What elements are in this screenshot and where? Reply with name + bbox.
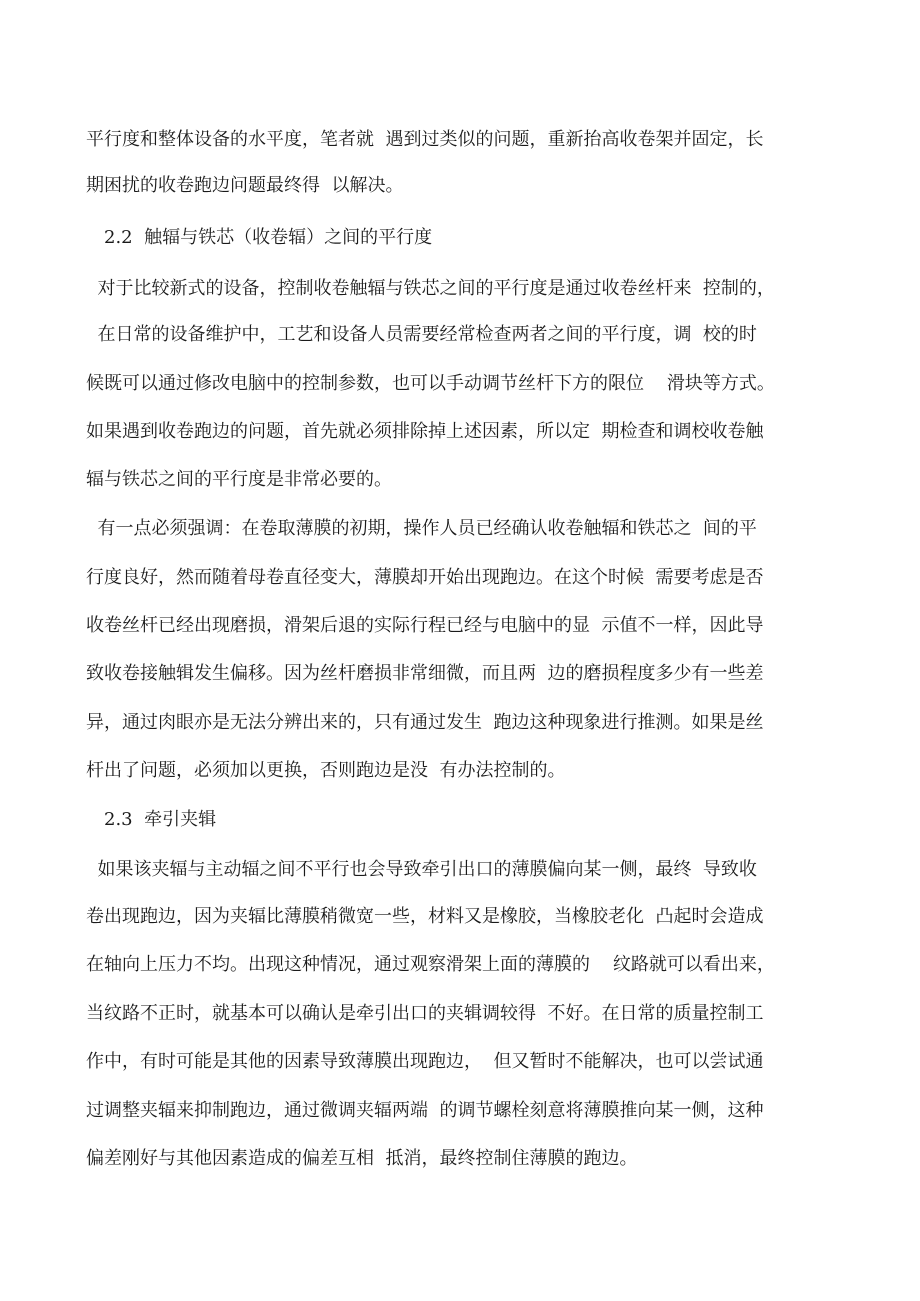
- text-line: 杆出了问题，必须加以更换，否则跑边是没 有办法控制的。: [86, 760, 566, 781]
- text-line: 异，通过肉眼亦是无法分辨出来的，只有通过发生 跑边这种现象进行推测。如果是丝: [86, 712, 764, 733]
- text-line: 如果该夹辐与主动辐之间不平行也会导致牵引出口的薄膜偏向某一侧，最终 导致收: [86, 859, 757, 880]
- text-line: 在轴向上压力不均。出现这种情况，通过观察滑架上面的薄膜的 纹路就可以看出来，: [86, 954, 775, 975]
- text-line: 对于比较新式的设备，控制收卷触辐与铁芯之间的平行度是通过收卷丝杆来 控制的，: [86, 278, 775, 299]
- text-line: 在日常的设备维护中，工艺和设备人员需要经常检查两者之间的平行度，调 校的时: [86, 324, 757, 345]
- text-line: 有一点必须强调：在卷取薄膜的初期，操作人员已经确认收卷触辐和铁芯之 间的平: [86, 518, 757, 539]
- text-line: 平行度和整体设备的水平度，笔者就 遇到过类似的问题，重新抬高收卷架并固定，长: [86, 129, 764, 150]
- text-line: 期困扰的收卷跑边问题最终得 以解决。: [86, 175, 404, 196]
- text-line: 行度良好，然而随着母卷直径变大，薄膜却开始出现跑边。在这个时候 需要考虑是否: [86, 567, 764, 588]
- text-line: 辐与铁芯之间的平行度是非常必要的。: [86, 469, 392, 490]
- text-line: 当纹路不正时，就基本可以确认是牵引出口的夹辑调较得 不好。在日常的质量控制工: [86, 1003, 764, 1024]
- text-line: 候既可以通过修改电脑中的控制参数，也可以手动调节丝杆下方的限位 滑块等方式。: [86, 373, 775, 394]
- text-line: 卷出现跑边，因为夹辐比薄膜稍微宽一些，材料又是橡胶，当橡胶老化 凸起时会造成: [86, 906, 764, 927]
- text-line: 过调整夹辐来抑制跑边，通过微调夹辐两端 的调节螺栓刻意将薄膜推向某一侧，这种: [86, 1100, 764, 1121]
- text-line: 如果遇到收卷跑边的问题，首先就必须排除掉上述因素，所以定 期检查和调校收卷触: [86, 421, 764, 442]
- text-line: 致收卷接触辑发生偏移。因为丝杆磨损非常细微，而且两 边的磨损程度多少有一些差: [86, 663, 764, 684]
- text-line: 作中，有时可能是其他的因素导致薄膜出现跑边， 但又暂时不能解决，也可以尝试通: [86, 1051, 764, 1072]
- text-line: 偏差刚好与其他因素造成的偏差互相 抵消，最终控制住薄膜的跑边。: [86, 1148, 638, 1169]
- text-line: 收卷丝杆已经出现磨损，滑架后退的实际行程已经与电脑中的显 示值不一样，因此导: [86, 615, 764, 636]
- section-heading: 2.2 触辐与铁芯（收卷辐）之间的平行度: [104, 227, 433, 248]
- section-heading: 2.3 牵引夹辑: [104, 809, 217, 830]
